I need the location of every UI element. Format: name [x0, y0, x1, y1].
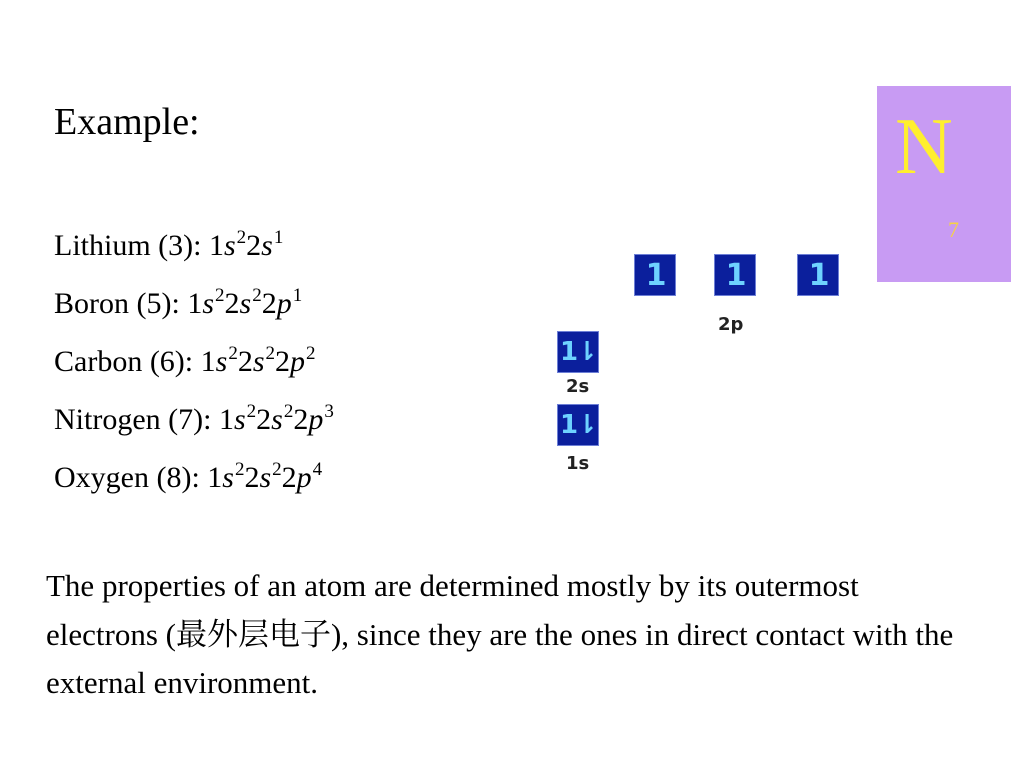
config-term	[225, 287, 262, 320]
orbital-1s-box: 1⇂	[557, 404, 599, 446]
electron-count: 2	[236, 227, 247, 248]
shell-number: 2	[275, 345, 291, 378]
subshell-letter: p	[296, 461, 312, 494]
electron-count: 2	[234, 459, 245, 480]
orbital-2p-box-3: 1	[797, 254, 839, 296]
orbital-2p-box-1: 1	[634, 254, 676, 296]
electron-count: 2	[272, 459, 282, 480]
shell-number: 1	[187, 287, 203, 320]
orbital-2s-label: 2s	[566, 376, 590, 397]
electron-count: 1	[292, 285, 303, 306]
shell-number: 2	[224, 287, 240, 320]
shell-number: 2	[246, 229, 262, 262]
config-term	[201, 345, 238, 378]
orbital-2p-label: 2p	[718, 314, 744, 335]
shell-number: 1	[200, 345, 216, 378]
shell-number: 2	[244, 461, 260, 494]
shell-number: 2	[281, 461, 297, 494]
electron-count: 2	[246, 401, 257, 422]
orbital-1s-label: 1s	[566, 453, 590, 474]
electron-count: 2	[306, 343, 316, 364]
config-row	[54, 338, 334, 396]
shell-number: 2	[256, 403, 272, 436]
element-name: Carbon (6):	[54, 345, 201, 378]
subshell-letter: s	[215, 345, 228, 378]
summary-paragraph: The properties of an atom are determined mostly by its outermost electrons (最外层电子), since they are the ones in direct contact with the external environment.	[46, 568, 954, 700]
shell-number: 2	[237, 345, 253, 378]
config-term	[275, 345, 316, 378]
orbital-2p-box-2: 1	[714, 254, 756, 296]
config-term	[282, 461, 323, 494]
orbital-2s-box: 1⇂	[557, 331, 599, 373]
electron-count: 1	[273, 227, 284, 248]
element-name: Nitrogen (7):	[54, 403, 219, 436]
element-atomic-number: 7	[948, 217, 959, 242]
config-term	[238, 345, 275, 378]
config-term	[219, 403, 256, 436]
shell-number: 1	[208, 229, 224, 262]
element-symbol: N	[895, 103, 953, 191]
subshell-letter: s	[259, 461, 272, 494]
shell-number: 1	[218, 403, 234, 436]
subshell-letter: p	[276, 287, 292, 320]
electron-count: 4	[312, 459, 323, 480]
subshell-letter: p	[290, 345, 306, 378]
subshell-letter: s	[202, 287, 215, 320]
element-name: Boron (5):	[54, 287, 188, 320]
shell-number: 2	[293, 403, 309, 436]
config-term	[246, 229, 283, 262]
subshell-letter: p	[308, 403, 324, 436]
shell-number: 2	[261, 287, 277, 320]
config-term	[256, 403, 293, 436]
config-row	[54, 396, 334, 454]
subshell-letter: s	[222, 461, 234, 494]
subshell-letter: s	[261, 229, 273, 262]
config-term	[187, 287, 224, 320]
electron-count: 2	[228, 343, 238, 364]
heading: Example:	[54, 101, 200, 143]
electron-configuration-list	[54, 222, 334, 512]
subshell-letter: s	[223, 229, 236, 262]
subshell-letter: s	[233, 403, 246, 436]
electron-count: 2	[265, 343, 276, 364]
subshell-letter: s	[252, 345, 265, 378]
config-row	[54, 222, 334, 280]
electron-count: 2	[252, 285, 262, 306]
config-term	[244, 461, 281, 494]
subshell-letter: s	[271, 403, 283, 436]
electron-count: 2	[283, 401, 294, 422]
config-row	[54, 280, 334, 338]
config-term	[209, 229, 246, 262]
electron-count: 3	[324, 401, 334, 422]
element-name: Lithium (3):	[54, 229, 209, 262]
electron-count: 2	[215, 285, 225, 306]
element-tile	[877, 86, 1011, 282]
config-term	[207, 461, 244, 494]
element-name: Oxygen (8):	[54, 461, 208, 494]
config-term	[262, 287, 303, 320]
shell-number: 1	[207, 461, 223, 494]
config-term	[293, 403, 334, 436]
config-row	[54, 454, 334, 512]
subshell-letter: s	[239, 287, 252, 320]
